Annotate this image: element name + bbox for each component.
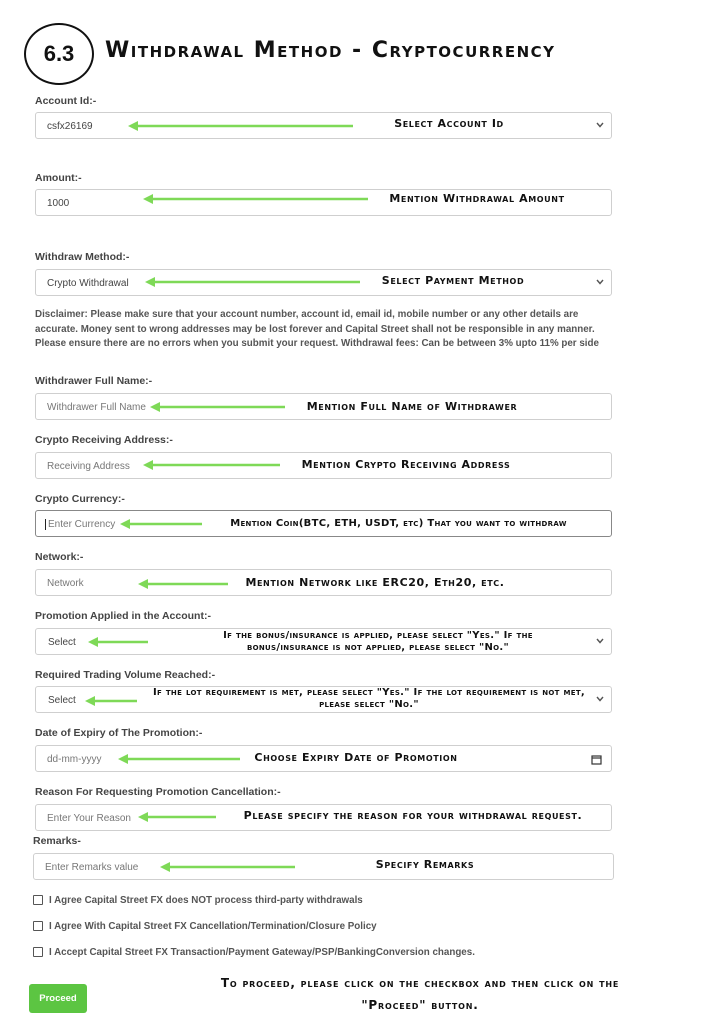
page-title: Withdrawal Method - Cryptocurrency xyxy=(105,38,556,63)
calendar-icon[interactable] xyxy=(591,754,602,765)
promotion-label: Promotion Applied in the Account:- xyxy=(35,610,211,622)
withdraw-method-label: Withdraw Method:- xyxy=(35,251,130,263)
withdraw-method-value: Crypto Withdrawal xyxy=(47,278,129,289)
currency-annotation: Mention Coin(BTC, ETH, USDT, etc) That you want to withdraw xyxy=(230,518,567,529)
network-placeholder: Network xyxy=(47,578,84,589)
full-name-placeholder: Withdrawer Full Name xyxy=(47,402,146,413)
arrow-left-icon xyxy=(138,811,216,823)
arrow-left-icon xyxy=(145,276,360,288)
expiry-date-placeholder: dd-mm-yyyy xyxy=(47,754,102,765)
receiving-address-label: Crypto Receiving Address:- xyxy=(35,434,173,446)
network-annotation: Mention Network like ERC20, Eth20, etc. xyxy=(245,576,505,589)
remarks-placeholder: Enter Remarks value xyxy=(45,862,139,873)
accept-changes-label: I Accept Capital Street FX Transaction/Payment Gateway/PSP/BankingConversion changes. xyxy=(49,946,475,958)
arrow-left-icon xyxy=(88,636,148,648)
arrow-left-icon xyxy=(85,695,137,707)
reason-label: Reason For Requesting Promotion Cancellation:- xyxy=(35,786,281,798)
arrow-left-icon xyxy=(143,459,280,471)
agree-policy-checkbox[interactable] xyxy=(33,921,43,931)
accept-changes-checkbox-row[interactable] xyxy=(33,945,475,959)
currency-label: Crypto Currency:- xyxy=(35,493,125,505)
accept-changes-checkbox[interactable] xyxy=(33,947,43,957)
arrow-left-icon xyxy=(118,753,240,765)
arrow-left-icon xyxy=(138,578,228,590)
section-number-badge: 6.3 xyxy=(24,23,94,85)
expiry-date-annotation: Choose Expiry Date of Promotion xyxy=(254,751,458,764)
amount-value: 1000 xyxy=(47,198,70,209)
promotion-value: Select xyxy=(48,637,76,648)
remarks-label: Remarks- xyxy=(33,835,81,847)
currency-placeholder: Enter Currency xyxy=(45,519,115,530)
remarks-annotation: Specify Remarks xyxy=(375,858,475,871)
disclaimer-text: Disclaimer: Please make sure that your account number, account id, email id, mobile number or any other details are accurate. Money sent to wrong addresses may be lost forever and Capital Street shall not be responsible in any manner. Please ensure there are no errors when you submit your request. Withdrawal fees: Can be between 3% upto 11% per side xyxy=(35,309,599,349)
full-name-label: Withdrawer Full Name:- xyxy=(35,375,153,387)
account-id-annotation: Select Account Id xyxy=(394,117,504,130)
account-id-value: csfx26169 xyxy=(47,121,93,132)
receiving-address-placeholder: Receiving Address xyxy=(47,461,130,472)
receiving-address-annotation: Mention Crypto Receiving Address xyxy=(301,458,511,471)
amount-label: Amount:- xyxy=(35,172,82,184)
agree-policy-label: I Agree With Capital Street FX Cancellation/Termination/Closure Policy xyxy=(49,920,377,932)
reason-annotation: Please specify the reason for your withdrawal request. xyxy=(243,809,583,822)
agree-third-party-checkbox-row[interactable] xyxy=(33,893,363,907)
remarks-input[interactable] xyxy=(33,853,614,880)
network-label: Network:- xyxy=(35,551,84,563)
chevron-down-icon xyxy=(595,634,605,648)
arrow-left-icon xyxy=(143,193,368,205)
reason-placeholder: Enter Your Reason xyxy=(47,813,131,824)
trading-volume-annotation: If the lot requirement is met, please select "Yes." If the lot requirement is not met, please select "No." xyxy=(152,687,586,710)
arrow-left-icon xyxy=(160,861,295,873)
expiry-date-label: Date of Expiry of The Promotion:- xyxy=(35,727,203,739)
trading-volume-value: Select xyxy=(48,695,76,706)
agree-third-party-label: I Agree Capital Street FX does NOT process third-party withdrawals xyxy=(49,894,363,906)
account-id-label: Account Id:- xyxy=(35,95,97,107)
arrow-left-icon xyxy=(150,401,285,413)
amount-annotation: Mention Withdrawal Amount xyxy=(389,192,565,205)
proceed-instruction: To proceed, please click on the checkbox and then click on the "Proceed" button. xyxy=(220,976,620,1012)
arrow-left-icon xyxy=(120,518,202,530)
chevron-down-icon xyxy=(595,118,605,132)
chevron-down-icon xyxy=(595,275,605,289)
agree-third-party-checkbox[interactable] xyxy=(33,895,43,905)
agree-policy-checkbox-row[interactable] xyxy=(33,919,377,933)
trading-volume-label: Required Trading Volume Reached:- xyxy=(35,669,216,681)
proceed-button[interactable]: Proceed xyxy=(29,984,87,1013)
promotion-annotation: If the bonus/insurance is applied, please select "Yes." If the bonus/insurance is not applied, please select "No." xyxy=(223,630,533,653)
full-name-annotation: Mention Full Name of Withdrawer xyxy=(306,400,518,413)
arrow-left-icon xyxy=(128,120,353,132)
withdraw-method-annotation: Select Payment Method xyxy=(381,274,525,287)
